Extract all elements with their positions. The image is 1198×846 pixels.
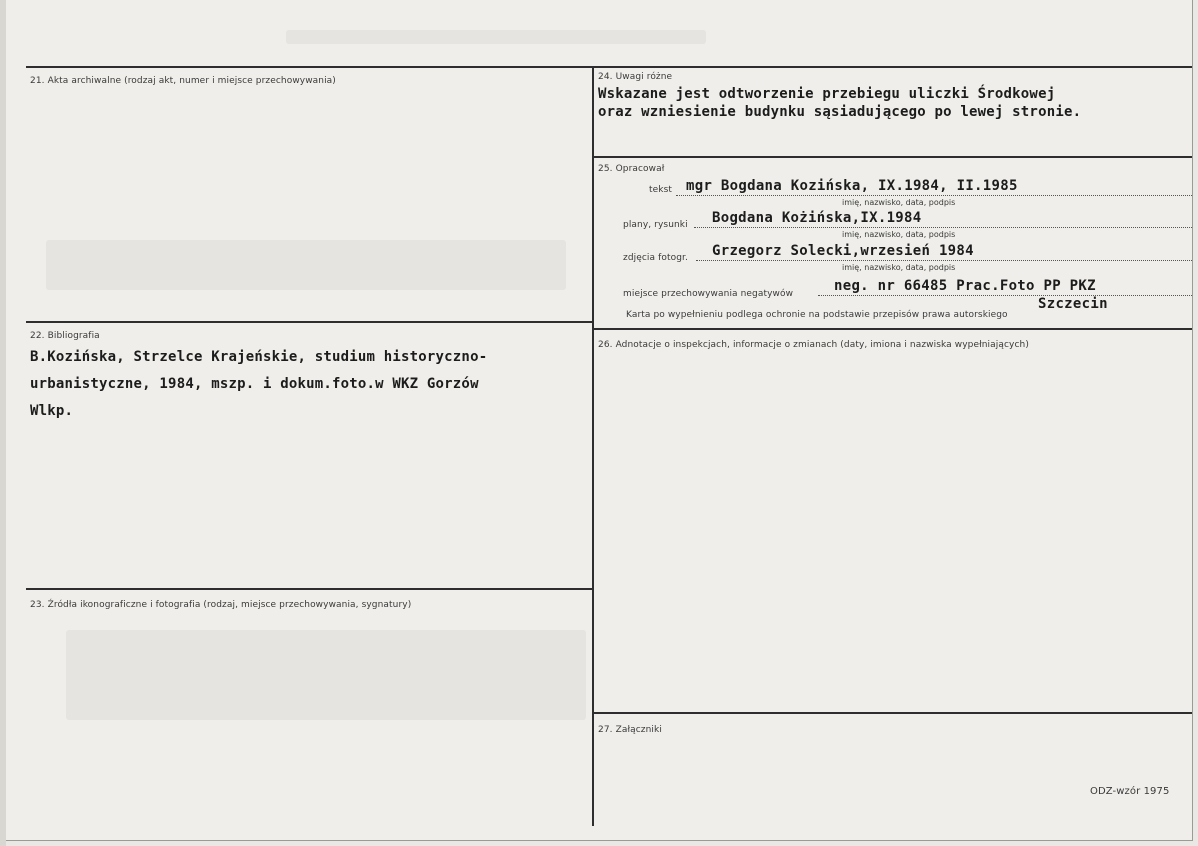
row-label-negatives: miejsce przechowywania negatywów (623, 289, 794, 299)
row-caption: imię, nazwisko, data, podpis (842, 198, 956, 207)
row-dotline (696, 260, 1192, 261)
row-value-negatives: neg. nr 66485 Prac.Foto PP PKZ (834, 278, 1096, 294)
copyright-note: Karta po wypełnieniu podlega ochronie na podstawie przepisów prawa autorskiego (626, 310, 1008, 320)
rule-24-25 (594, 156, 1192, 158)
field-24-label: 24. Uwagi różne (598, 72, 673, 82)
row-caption: imię, nazwisko, data, podpis (842, 230, 956, 239)
row-value-plans: Bogdana Kożińska,IX.1984 (712, 210, 922, 226)
bleed-mark (286, 30, 706, 44)
rule-21-22 (26, 321, 592, 323)
field-22-text (30, 344, 487, 425)
field-21-label: 21. Akta archiwalne (rodzaj akt, numer i miejsce przechowywania) (30, 76, 336, 86)
remarks-line: Wskazane jest odtworzenie przebiegu uliczki Środkowej (598, 86, 1056, 102)
bibliography-line: urbanistyczne, 1984, mszp. i dokum.foto.w WKZ Gorzów (30, 376, 479, 392)
row-label-text: tekst (649, 185, 672, 195)
field-27-label: 27. Załączniki (598, 725, 662, 735)
remarks-line: oraz wzniesienie budynku sąsiadującego po lewej stronie. (598, 104, 1082, 120)
row-label-photos: zdjęcia fotogr. (623, 253, 688, 263)
rule-25-26 (594, 328, 1192, 330)
rule-26-27 (594, 712, 1192, 714)
field-24-text (598, 85, 1081, 121)
field-22-label: 22. Bibliografia (30, 331, 100, 341)
bibliography-line: Wlkp. (30, 403, 74, 419)
record-card (6, 0, 1193, 841)
field-25-label: 25. Opracował (598, 164, 665, 174)
field-23-label: 23. Źródła ikonograficzne i fotografia (rodzaj, miejsce przechowywania, sygnatury) (30, 600, 412, 610)
field-26-label: 26. Adnotacje o inspekcjach, informacje o zmianach (daty, imiona i nazwiska wypełniających) (598, 340, 1029, 350)
bibliography-line: B.Kozińska, Strzelce Krajeńskie, studium historyczno- (30, 349, 488, 365)
row-caption: imię, nazwisko, data, podpis (842, 263, 956, 272)
row-dotline (676, 195, 1192, 196)
form-identifier: ODZ-wzór 1975 (1090, 786, 1170, 797)
row-value-negatives-cont: Szczecin (1038, 296, 1108, 312)
row-value-text: mgr Bogdana Kozińska, IX.1984, II.1985 (686, 178, 1018, 194)
bleed-mark (66, 630, 586, 720)
row-value-photos: Grzegorz Solecki,wrzesień 1984 (712, 243, 974, 259)
bleed-mark (46, 240, 566, 290)
row-label-plans: plany, rysunki (623, 220, 688, 230)
top-rule (26, 66, 1192, 68)
row-dotline (694, 227, 1192, 228)
row-dotline (818, 295, 1192, 296)
rule-22-23 (26, 588, 592, 590)
